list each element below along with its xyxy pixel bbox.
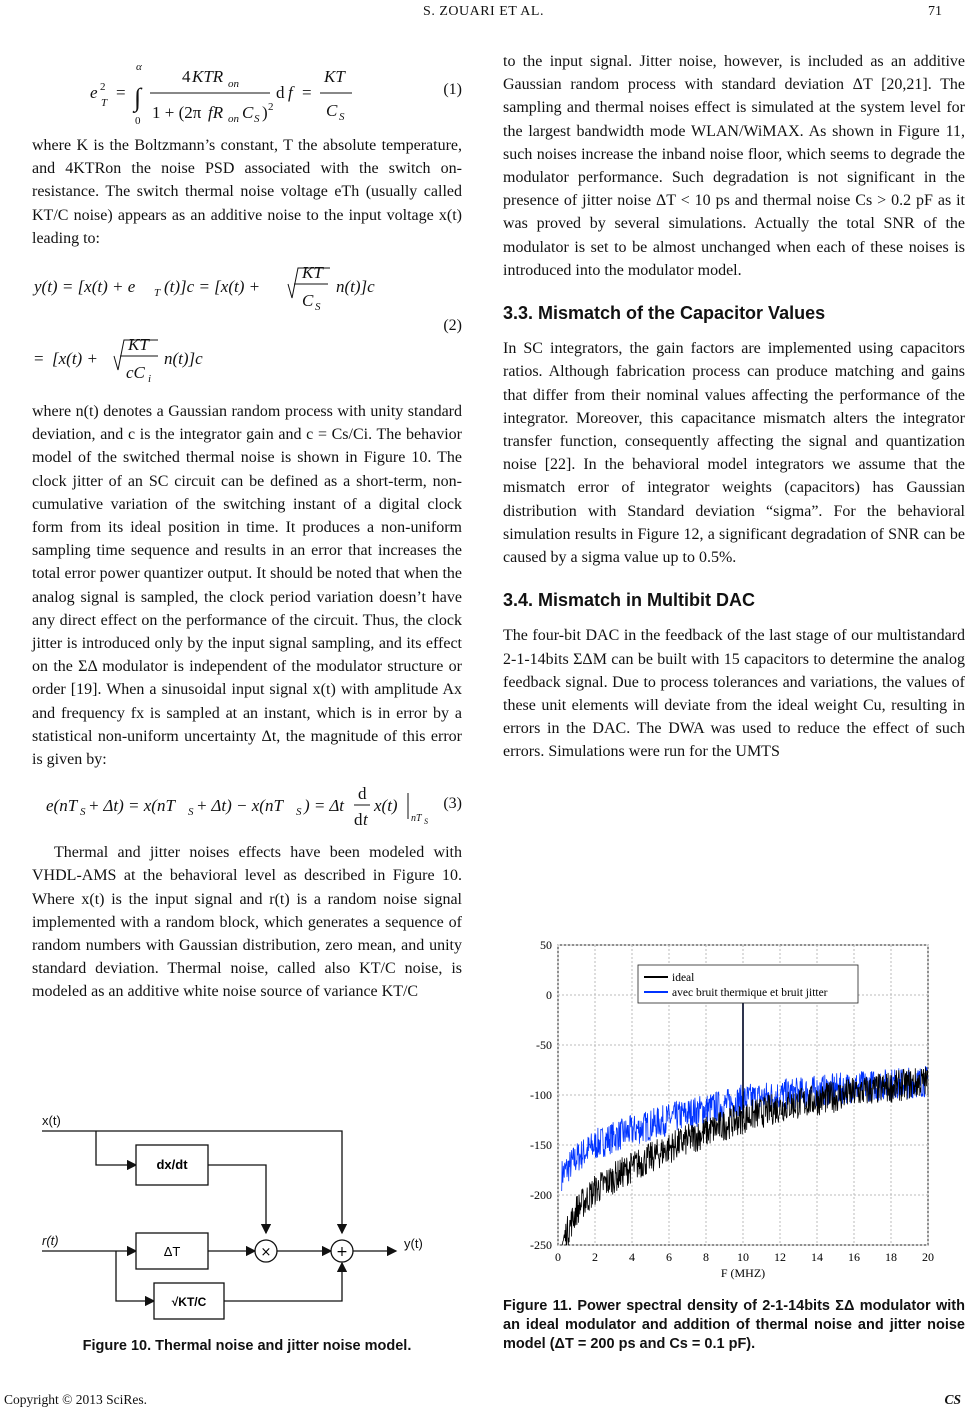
- svg-text:i: i: [148, 373, 152, 386]
- svg-text:ΔT: ΔT: [163, 1244, 181, 1259]
- section-heading-3-3: 3.3. Mismatch of the Capacitor Values: [503, 303, 826, 324]
- output-y-label: y(t): [404, 1236, 423, 1251]
- figure-10-caption: Figure 10. Thermal noise and jitter noise model.: [82, 1338, 412, 1354]
- journal-abbrev: CS: [944, 1392, 961, 1407]
- svg-text:) = Δt: ) = Δt: [304, 796, 345, 816]
- copyright-text: Copyright © 2013 SciRes.: [4, 1392, 148, 1407]
- svg-text:(t)]c = [x(t) +: (t)]c = [x(t) +: [164, 277, 261, 297]
- legend-entry: avec bruit thermique et bruit jitter: [672, 987, 828, 999]
- svg-text:S: S: [315, 301, 321, 314]
- svg-text:KT: KT: [302, 263, 323, 283]
- psd-chart: [503, 937, 965, 1292]
- svg-text:d: d: [358, 784, 367, 804]
- block-delta-t: [136, 1233, 208, 1269]
- paragraph-left-1: where K is the Boltzmann’s constant, T the absolute temperature, and 4KTRon the noise PSD associated with the switch on-resistance. The switch thermal noise voltage eTh (usually called KT/C noise) appears as an additive noise to the input voltage x(t) leading to:: [32, 137, 462, 247]
- equation-2-number: (2): [443, 317, 462, 335]
- svg-text:C: C: [242, 103, 254, 122]
- x-tick-label: 8: [703, 1250, 709, 1264]
- svg-text:S: S: [80, 806, 86, 819]
- svg-text:cC: cC: [126, 363, 145, 383]
- paragraph-right-3: The four-bit DAC in the feedback of the last stage of our multistandard 2-1-14bits ΣΔM can be built with 15 capacitors to determine the analog feedback signal. Due to process tolerances and variations, the values of these unit elements will deviate from the ideal weight Cu, resulting in errors in the DAC. The DWA was used to reduce the effect of such errors. Simulations were run for the UMTS: [503, 627, 965, 761]
- figure-10: [32, 1105, 462, 1365]
- equation-1-number: (1): [443, 81, 462, 98]
- svg-text:n(t)]c: n(t)]c: [164, 349, 203, 369]
- svg-text:2: 2: [100, 81, 106, 93]
- figure-11: [503, 937, 965, 1292]
- svg-text:on: on: [228, 113, 239, 125]
- y-tick-label: -250: [530, 1238, 552, 1252]
- svg-text:=: =: [116, 83, 126, 102]
- svg-text:on: on: [228, 78, 239, 90]
- legend-entry: ideal: [672, 972, 695, 984]
- svg-text:KT: KT: [128, 335, 149, 355]
- x-tick-label: 16: [848, 1250, 860, 1264]
- svg-text:e: e: [90, 83, 98, 102]
- svg-text:d: d: [354, 810, 363, 830]
- running-title: S. ZOUARI ET AL.: [423, 4, 544, 19]
- svg-text:dx/dt: dx/dt: [156, 1157, 188, 1172]
- equation-3-graphic: [32, 775, 462, 833]
- svg-text:S: S: [254, 113, 260, 125]
- x-tick-label: 20: [922, 1250, 934, 1264]
- svg-text:√KT/C: √KT/C: [171, 1295, 207, 1309]
- svg-text:+ Δt) = x(nT: + Δt) = x(nT: [88, 796, 175, 816]
- svg-text:C: C: [326, 101, 338, 120]
- svg-text:2: 2: [268, 101, 274, 113]
- paragraph-left-3: Thermal and jitter noises effects have been modeled with VHDL-AMS at the behavioral level as described in Figure 10. Where x(t) is the input signal and r(t) is a random noise signal implemented with a random block, which generates a sequence of random numbers with Gaussian distribution, zero mean, and unity standard deviation. Thermal noise, called also KT/C noise, is modeled as an additive white noise source of variance KT/C: [32, 844, 462, 1001]
- x-tick-label: 18: [885, 1250, 897, 1264]
- svg-text:n(t)]c: n(t)]c: [336, 277, 375, 297]
- svg-text:0: 0: [135, 115, 141, 127]
- equation-1: [32, 50, 462, 130]
- svg-text:e(nT: e(nT: [46, 796, 78, 816]
- svg-text:): ): [262, 103, 268, 122]
- equation-2: [32, 254, 462, 396]
- running-header: [0, 4, 967, 26]
- left-column: [32, 50, 462, 1004]
- section-heading-3-4: 3.4. Mismatch in Multibit DAC: [503, 590, 756, 611]
- x-tick-label: 14: [811, 1250, 823, 1264]
- svg-text:×: ×: [260, 1245, 272, 1260]
- block-kt-over-c: [154, 1283, 224, 1319]
- page-number: 71: [928, 4, 942, 19]
- summing-node: [331, 1240, 353, 1262]
- x-tick-label: 12: [774, 1250, 786, 1264]
- multiplier-node: [255, 1240, 277, 1262]
- block-derivative: [136, 1145, 208, 1185]
- y-tick-label: -150: [530, 1138, 552, 1152]
- svg-text:x(t): x(t): [374, 796, 398, 816]
- paragraph-right-1: to the input signal. Jitter noise, however, is included as an additive Gaussian random process with standard deviation ΔT [20,21]. The sampling and thermal noises effect is simulated at the system level for the largest bandwidth mode WLAN/WiMAX. As shown in Figure 11, such noises increase the inband noise floor, which seems to degrade the modulator performance. Such degradation is not significant in the presence of jitter noise ΔT < 10 ps and thermal noise Cs > 0.2 pF as it was proved by several simulations. Actually the total SNR of the modulator is set to be almost unchanged when each of these noises is introduced into the modulator model.: [503, 53, 965, 279]
- y-tick-label: -100: [530, 1088, 552, 1102]
- svg-text:y(t) = [x(t) + e: y(t) = [x(t) + e: [34, 277, 136, 297]
- svg-text:S: S: [339, 111, 345, 123]
- svg-text:1 + (2π: 1 + (2π: [152, 103, 202, 122]
- svg-text:KTR: KTR: [192, 67, 224, 86]
- x-tick-label: 2: [592, 1250, 598, 1264]
- input-r-label: r(t): [42, 1233, 59, 1248]
- svg-text:=: =: [34, 349, 44, 369]
- svg-text:C: C: [302, 291, 314, 311]
- svg-text:S: S: [188, 806, 194, 819]
- y-tick-label: 50: [540, 938, 552, 952]
- svg-text:KT: KT: [324, 67, 345, 86]
- svg-text:fR: fR: [208, 103, 224, 122]
- paragraph-left-2: where n(t) denotes a Gaussian random process with unity standard deviation, and c is the integrator gain and c = Cs/Ci. The behavior model of the switched thermal noise is shown in Figure 10. The clock jitter of an SC circuit can be defined as a short-term, non-cumulative variation of the switching instant of a digital clock form from its ideal position in time. It produces a non-uniform sampling time sequence and results in an error that increases the total error power quantizer output. It should be noted that when the analog signal is sampled, the clock period variation doesn’t have any direct effect on the performance of the circuit. Thus, the clock jitter is introduced only by the input signal sampling, and its effect on the ΣΔ modulator is independent of the modulator structure or order [19]. When a sinusoidal input signal x(t) with amplitude Ax and frequency fx is sampled at an instant, which is in error by a statistical non-uniform uncertainty Δt, the magnitude of this error is given by:: [32, 403, 462, 769]
- figure-11-caption: Figure 11. Power spectral density of 2-1-14bits ΣΔ modulator with an ideal modulator and addition of thermal noise and jitter noise model (ΔT = 200 ps and Cs = 0.1 pF).: [503, 1298, 965, 1352]
- x-tick-label: 6: [666, 1250, 672, 1264]
- svg-text:T: T: [154, 287, 161, 300]
- equation-1-graphic: [32, 50, 462, 130]
- svg-text:f: f: [288, 83, 293, 102]
- equation-3: [32, 775, 462, 833]
- svg-text:+ Δt) − x(nT: + Δt) − x(nT: [196, 796, 283, 816]
- svg-text:S: S: [296, 806, 302, 819]
- svg-text:S: S: [424, 817, 428, 827]
- x-axis-label: F (MHZ): [720, 1266, 766, 1280]
- svg-text:nT: nT: [411, 813, 422, 825]
- x-tick-label: 4: [629, 1250, 635, 1264]
- svg-text:=: =: [302, 83, 312, 102]
- svg-text:4: 4: [182, 67, 191, 86]
- paragraph-right-2: In SC integrators, the gain factors are implemented using capacitors ratios. Although fabrication process can produce matching and gains that differ from their nominal values affecting the performance of the integrator. Moreover, this capacitance mismatch alters the integrator transfer function, consequently affecting the signal and quantization noise [22]. In the behavioral model integrators we assume that the mismatch error of integrator weights (capacitors) has Gaussian distribution with Standard deviation “sigma”. For the behavioral simulation results in Figure 12, a significant degradation of SNR can be caused by a sigma value up to 0.5%.: [503, 340, 965, 567]
- x-tick-label: 0: [555, 1250, 561, 1264]
- right-column: [503, 50, 965, 764]
- input-x-label: x(t): [42, 1113, 61, 1128]
- svg-text:T: T: [101, 97, 108, 109]
- y-tick-label: 0: [546, 988, 552, 1002]
- svg-text:α: α: [136, 61, 142, 73]
- svg-text:d: d: [276, 83, 285, 102]
- figure-10-diagram: [32, 1105, 462, 1325]
- equation-2-graphic: [32, 254, 462, 396]
- equation-3-number: (3): [443, 795, 462, 813]
- x-tick-label: 10: [737, 1250, 749, 1264]
- svg-text:t: t: [363, 810, 368, 830]
- y-tick-label: -200: [530, 1188, 552, 1202]
- y-tick-label: -50: [536, 1038, 552, 1052]
- svg-text:[x(t) +: [x(t) +: [52, 349, 98, 369]
- svg-text:+: +: [336, 1244, 348, 1260]
- svg-text:∫: ∫: [134, 83, 142, 112]
